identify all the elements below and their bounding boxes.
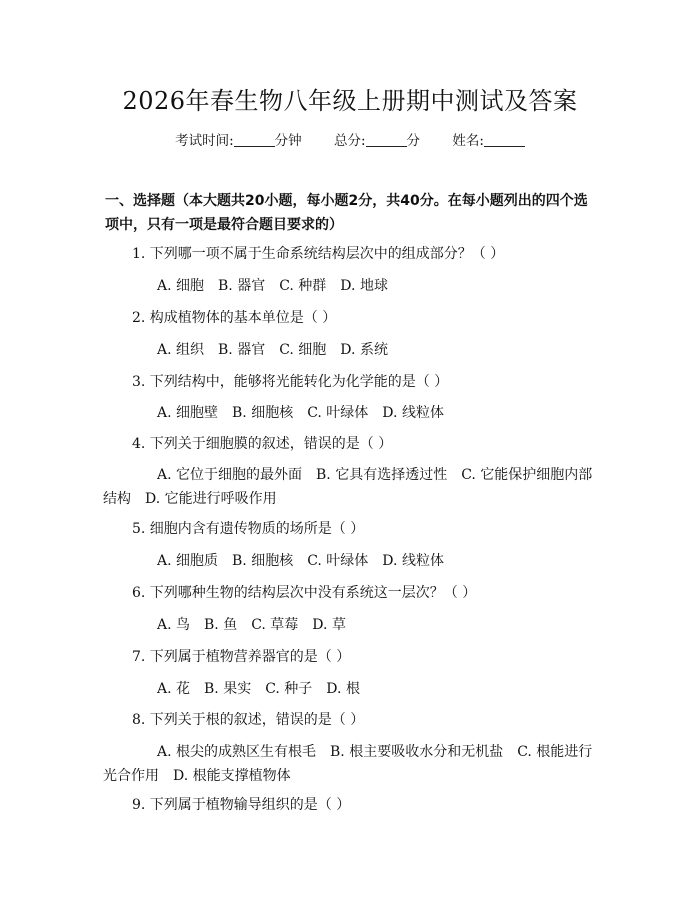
question-options: A. 鸟 B. 鱼 C. 草莓 D. 草 [157,617,346,633]
question-stem: 6. 下列哪种生物的结构层次中没有系统这一层次？（ ） [132,585,477,601]
question-stem: 3. 下列结构中，能够将光能转化为化学能的是（ ） [132,374,449,390]
question-stem: 1. 下列哪一项不属于生命系统结构层次中的组成部分？（ ） [132,246,505,262]
question-options: A. 组织 B. 器官 C. 细胞 D. 系统 [157,342,388,358]
question-stem: 4. 下列关于细胞膜的叙述，错误的是（ ） [132,436,393,452]
score-field [334,131,420,151]
name-blank [484,132,525,147]
page-title: 2026年春生物八年级上册期中测试及答案 [122,87,578,115]
question-options: A. 细胞壁 B. 细胞核 C. 叶绿体 D. 线粒体 [157,405,444,421]
score-unit: 分 [406,133,421,149]
question-stem: 5. 细胞内含有遗传物质的场所是（ ） [132,521,365,537]
question-stem: 2. 构成植物体的基本单位是（ ） [132,310,337,326]
name-field [452,131,525,151]
question-stem: 8. 下列关于根的叙述，错误的是（ ） [132,712,365,728]
name-label: 姓名: [452,133,484,149]
question-stem: 7. 下列属于植物营养器官的是（ ） [132,649,351,665]
exam-meta [0,131,700,151]
question-options: A. 它位于细胞的最外面 B. 它具有选择透过性 C. 它能保护细胞内部结构 D. 它能进行呼吸作用 [103,467,593,507]
question-options: A. 根尖的成熟区生有根毛 B. 根主要吸收水分和无机盐 C. 根能进行光合作用 D. 根能支撑植物体 [103,744,593,784]
question-options: A. 细胞质 B. 细胞核 C. 叶绿体 D. 线粒体 [157,553,444,569]
time-label: 考试时间: [175,133,234,149]
question-stem: 9. 下列属于植物输导组织的是（ ） [132,797,351,813]
question-options: A. 细胞 B. 器官 C. 种群 D. 地球 [157,278,388,294]
section-header: 一、选择题（本大题共20小题，每小题2分，共40分。在每小题列出的四个选项中，只有一项是最符合题目要求的） [105,193,588,233]
score-blank [366,132,407,147]
question-options: A. 花 B. 果实 C. 种子 D. 根 [157,681,360,697]
time-field [175,131,302,151]
time-blank [234,132,275,147]
time-unit: 分钟 [274,133,302,149]
score-label: 总分: [333,133,366,149]
